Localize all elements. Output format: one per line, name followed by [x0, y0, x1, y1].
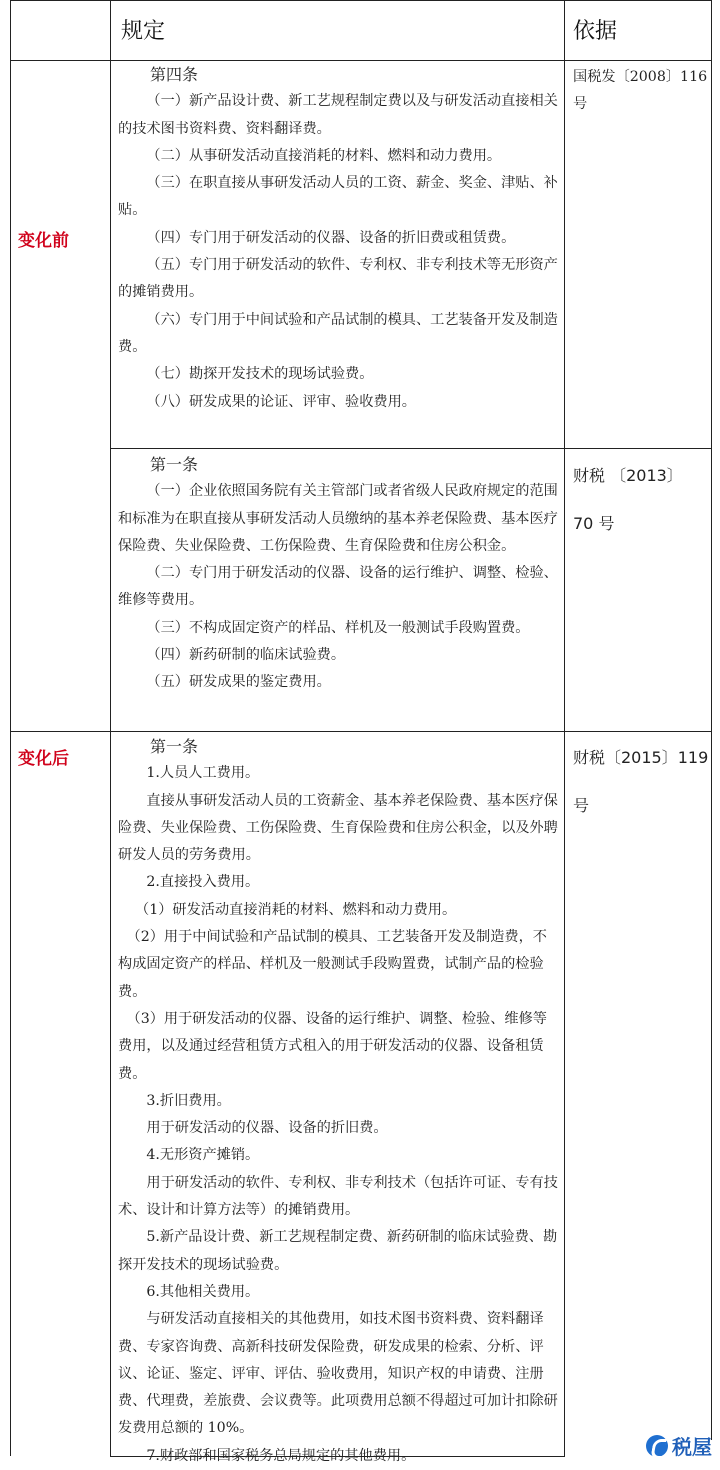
block1-item: （五）专门用于研发活动的软件、专利权、非专利技术等无形资产的摊销费用。 [118, 257, 558, 301]
block2-article: 第一条 [150, 455, 199, 474]
block3-item: 5.新产品设计费、新工艺规程制定费、新药研制的临床试验费、勘探开发技术的现场试验费。 [118, 1229, 558, 1273]
block3-basis-line1: 财税〔2015〕119 [573, 748, 709, 767]
watermark-logo [646, 1431, 712, 1460]
block3-item: 与研发活动直接相关的其他费用，如技术图书资料费、资料翻译费、专家咨询费、高新科技研发保险费，研发成果的检索、分析、评议、论证、鉴定、评审、评估、验收费用，知识产权的申请费、注册费、代理费，差旅费、会议费等。此项费用总额不得超过可加计扣除研发费用总额的 10%。 [118, 1311, 558, 1437]
block3-item: （2）用于中间试验和产品试制的模具、工艺装备开发及制造费，不构成固定资产的样品、样机及一般测试手段购置费，试制产品的检验费。 [118, 929, 547, 1000]
block3-item: 7.财政部和国家税务总局规定的其他费用。 [146, 1447, 416, 1464]
watermark-text: 税屋 [672, 1435, 712, 1459]
col1-right-border [110, 0, 111, 1457]
block1-item: （三）在职直接从事研发活动人员的工资、薪金、奖金、津贴、补贴。 [118, 175, 558, 219]
shuiwu-logo-icon [646, 1435, 668, 1457]
block3-item: 6.其他相关费用。 [146, 1283, 260, 1300]
block3-item: （3）用于研发活动的仪器、设备的运行维护、调整、检验、维修等费用，以及通过经营租赁方式租入的用于研发活动的仪器、设备租赁费。 [118, 1010, 547, 1082]
block3-item: 用于研发活动的软件、专利权、非专利技术（包括许可证、专有技术、设计和计算方法等）的摊销费用。 [118, 1174, 558, 1219]
block3-item: （1）研发活动直接消耗的材料、燃料和动力费用。 [135, 901, 457, 918]
col1-left-border [10, 0, 11, 1456]
block1-content [118, 61, 558, 416]
block2-item: （五）研发成果的鉴定费用。 [146, 674, 331, 691]
block2-item: （二）专门用于研发活动的仪器、设备的运行维护、调整、检验、维修等费用。 [118, 565, 558, 609]
block2-basis [573, 452, 713, 548]
before-after-divider [10, 731, 712, 732]
header-regulation: 规定 [121, 19, 166, 44]
block2-item: （四）新药研制的临床试验费。 [146, 647, 346, 664]
row-label-after: 变化后 [18, 749, 69, 769]
block3-basis-line2: 号 [573, 796, 590, 815]
col2-right-border [564, 0, 565, 1457]
block1-article: 第四条 [150, 65, 199, 84]
block3-item: 2.直接投入费用。 [146, 874, 260, 891]
block3-item: 用于研发活动的仪器、设备的折旧费。 [146, 1120, 388, 1137]
block2-basis-line2: 70 号 [573, 514, 615, 533]
block1-item: （八）研发成果的论证、评审、验收费用。 [146, 393, 416, 410]
block1-bottom-border [110, 448, 712, 449]
block2-basis-line1: 财税 〔2013〕 [573, 466, 683, 485]
block1-item: （六）专门用于中间试验和产品试制的模具、工艺装备开发及制造费。 [118, 311, 558, 355]
header-basis: 依据 [573, 19, 618, 44]
block2-item: （一）企业依照国务院有关主管部门或者省级人民政府规定的范围和标准为在职直接从事研发活动人员缴纳的基本养老保险费、基本医疗保险费、失业保险费、工伤保险费、生育保险费和住房公积金。 [118, 483, 558, 554]
block3-item: 3.折旧费用。 [146, 1092, 231, 1109]
block2-item: （三）不构成固定资产的样品、样机及一般测试手段购置费。 [146, 619, 530, 636]
col3-right-border [711, 0, 712, 1440]
block1-item: （二）从事研发活动直接消耗的材料、燃料和动力费用。 [146, 147, 502, 164]
block3-article: 第一条 [150, 737, 199, 756]
block1-basis: 国税发〔2008〕116号 [573, 69, 708, 112]
block3-basis [573, 734, 713, 830]
block3-content [118, 733, 558, 1470]
block1-item: （七）勘探开发技术的现场试验费。 [146, 366, 374, 383]
block3-item: 直接从事研发活动人员的工资薪金、基本养老保险费、基本医疗保险费、失业保险费、工伤保险费、生育保险费和住房公积金，以及外聘研发人员的劳务费用。 [118, 792, 558, 864]
block2-content [118, 451, 558, 697]
table-top-border [10, 0, 712, 1]
block3-item: 4.无形资产摊销。 [146, 1147, 260, 1164]
block1-item: （一）新产品设计费、新工艺规程制定费以及与研发活动直接相关的技术图书资料费、资料翻译费。 [118, 93, 558, 137]
block1-item: （四）专门用于研发活动的仪器、设备的折旧费或租赁费。 [146, 229, 516, 246]
row-label-before: 变化前 [18, 231, 69, 251]
block3-item: 1.人员人工费用。 [146, 765, 260, 782]
